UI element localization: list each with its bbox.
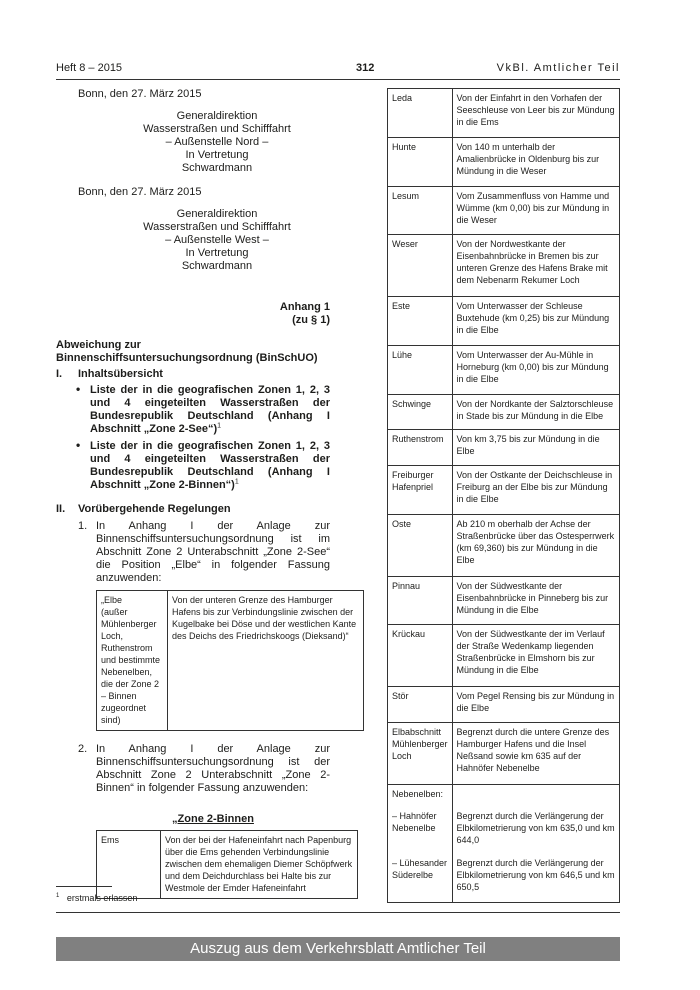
bullet-icon: •: [76, 438, 81, 452]
issue-label: Heft 8 – 2015: [56, 62, 123, 74]
table-row: [388, 723, 620, 785]
footnote: [56, 893, 137, 903]
table-row: [388, 345, 620, 394]
waterway-name: Este: [388, 297, 453, 346]
paragraph-number: 2.: [78, 743, 88, 755]
table-row: [388, 784, 620, 806]
bottom-rule: [56, 912, 620, 913]
sig-line: Wasserstraßen und Schifffahrt: [143, 221, 291, 233]
sig-line: Schwardmann: [181, 162, 253, 174]
waterway-name: Hunte: [388, 137, 453, 186]
deviation-title-line: Abweichung zur: [56, 339, 141, 351]
table-row: [388, 235, 620, 297]
waterway-name: Pinnau: [388, 576, 453, 625]
empty-cell: [452, 784, 619, 806]
table-cell-name: „Elbe (außer Mühlenberger Loch, Ruthenstrom und bestimmte Nebenelben, die der Zone 2 – Binnen zugeordnet sind): [97, 591, 168, 731]
table-row: [388, 430, 620, 466]
footnote-text: erstmals erlassen: [66, 893, 138, 903]
waterway-desc: Von der Nordwestkante der Eisenbahnbrücke in Bremen bis zur unteren Grenze des Hafens Brake mit dem Nebenarm Rekumer Loch: [452, 235, 619, 297]
waterways-table: [387, 88, 620, 903]
footnote-ref: 1: [234, 478, 239, 486]
signature-lines: [104, 110, 330, 175]
table-row: [388, 89, 620, 138]
waterway-name: Ruthenstrom: [388, 430, 453, 466]
ems-table: [96, 830, 358, 899]
paragraph-number: 1.: [78, 520, 88, 532]
paragraph-text: In Anhang I der Anlage zur Binnenschiffsuntersuchungsordnung ist im Abschnitt Zone 2 Unterabschnitt „Zone 2-See“ die Position „Elbe“ in folgender Fassung anzuwenden:: [96, 520, 330, 584]
signature-block-nord: [56, 88, 330, 175]
zone-title: „Zone 2-Binnen: [172, 813, 254, 825]
waterway-desc: Von der Südwestkante der im Verlauf der Straße Wedenkamp liegenden Straßenbrücke in Elmshorn bis zur Mündung in die Elbe: [452, 625, 619, 687]
waterway-desc: Vom Pegel Rensing bis zur Mündung in die Elbe: [452, 687, 619, 723]
footnote-rule: [56, 886, 112, 887]
waterway-desc: Vom Zusammenfluss von Hamme und Wümme (km 0,00) bis zur Mündung in die Weser: [452, 186, 619, 235]
table-row: [388, 687, 620, 723]
waterway-desc: Von der Südwestkante der Eisenbahnbrücke in Pinneberg bis zur Mündung in die Elbe: [452, 576, 619, 625]
table-row: [388, 854, 620, 902]
section-number: II.: [56, 503, 66, 515]
footnote-number: 1: [56, 893, 60, 899]
sig-line: Generaldirektion: [176, 208, 258, 220]
sig-line: In Vertretung: [185, 247, 249, 259]
table-row: [388, 297, 620, 346]
section-title: Inhaltsübersicht: [78, 368, 163, 380]
elbe-table: [96, 590, 364, 731]
deviation-title: [56, 339, 330, 365]
table-row: [388, 625, 620, 687]
publication-label: VkBl. Amtlicher Teil: [496, 62, 620, 74]
section-title: Vorübergehende Regelungen: [78, 503, 231, 515]
sig-line: Wasserstraßen und Schifffahrt: [143, 123, 291, 135]
table-row: [388, 576, 620, 625]
waterway-name: Weser: [388, 235, 453, 297]
signature-lines: [104, 208, 330, 273]
waterway-name: Freiburger Hafenpriel: [388, 466, 453, 515]
waterway-name: Schwinge: [388, 394, 453, 430]
table-row: [388, 394, 620, 430]
table-row: [388, 514, 620, 576]
footnote-ref: 1: [217, 422, 222, 430]
sig-line: – Außenstelle West –: [165, 234, 269, 246]
signature-block-west: [56, 186, 330, 273]
waterway-desc: Von 140 m unterhalb der Amalienbrücke in Oldenburg bis zur Mündung in die Weser: [452, 137, 619, 186]
table-row: [388, 807, 620, 855]
waterway-desc: Vom Unterwasser der Schleuse Buxtehude (km 0,25) bis zur Mündung in die Elbe: [452, 297, 619, 346]
paragraph-2: [56, 743, 330, 795]
annex-ref: (zu § 1): [292, 314, 330, 326]
annex-title: Anhang 1: [279, 301, 330, 313]
annex-heading: [56, 301, 330, 327]
waterway-desc: Von der Einfahrt in den Vorhafen der Seeschleuse von Leer bis zur Mündung in die Ems: [452, 89, 619, 138]
waterway-name: Stör: [388, 687, 453, 723]
nebenelben-label: Nebenelben:: [388, 784, 453, 806]
section-heading-1: [56, 368, 330, 381]
section-heading-2: [56, 503, 330, 516]
waterway-name: – Hahnöfer Nebenelbe: [388, 807, 453, 855]
table-row: [388, 137, 620, 186]
waterway-name: Lesum: [388, 186, 453, 235]
section-number: I.: [56, 368, 63, 380]
list-item: • Liste der in die geografischen Zonen 1, 2, 3 und 4 eingeteilten Wasserstraßen der Bundesrepublik Deutschland (Anhang I Abschnitt „Zone 2-Binnen“)$^1$: [76, 438, 330, 491]
place-date: Bonn, den 27. März 2015: [78, 88, 202, 100]
header-rule: [56, 79, 620, 80]
left-column: [56, 88, 357, 899]
waterway-desc: Von der Ostkante der Deichschleuse in Freiburg an der Elbe bis zur Mündung in die Elbe: [452, 466, 619, 515]
waterway-desc: Von km 3,75 bis zur Mündung in die Elbe: [452, 430, 619, 466]
contents-list: [56, 384, 330, 492]
bullet-icon: •: [76, 382, 81, 396]
deviation-title-line: Binnenschiffsuntersuchungsordnung (BinSchUO): [56, 352, 318, 364]
sig-line: – Außenstelle Nord –: [165, 136, 269, 148]
list-item: • Liste der in die geografischen Zonen 1, 2, 3 und 4 eingeteilten Wasserstraßen der Bundesrepublik Deutschland (Anhang I Abschnitt „Zone 2-See“)$^1$: [76, 382, 330, 435]
waterway-desc: Begrenzt durch die untere Grenze des Hamburger Hafens und die Insel Neßsand sowie km 635 auf der Hahnöfer Nebenelbe: [452, 723, 619, 785]
waterway-name: Elbabschnitt Mühlenberger Loch: [388, 723, 453, 785]
waterway-name: Lühe: [388, 345, 453, 394]
waterway-name: – Lühesander Süderelbe: [388, 854, 453, 902]
waterway-desc: Begrenzt durch die Verlängerung der Elbkilometrierung von km 646,5 und km 650,5: [452, 854, 619, 902]
sig-line: Schwardmann: [181, 260, 253, 272]
paragraph-text: In Anhang I der Anlage zur Binnenschiffsuntersuchungsordnung ist der Abschnitt Zone 2 Unterabschnitt „Zone 2-Binnen“ in folgender Fassung anzuwenden:: [96, 743, 330, 794]
waterway-name: Oste: [388, 514, 453, 576]
waterway-name: Krückau: [388, 625, 453, 687]
waterway-desc: Vom Unterwasser der Au-Mühle in Horneburg (km 0,00) bis zur Mündung in die Elbe: [452, 345, 619, 394]
table-row: [388, 186, 620, 235]
table-row: [97, 831, 358, 899]
page-footer: Auszug aus dem Verkehrsblatt Amtlicher Teil: [56, 937, 620, 961]
sig-line: Generaldirektion: [176, 110, 258, 122]
table-cell-desc: Von der bei der Hafeneinfahrt nach Papenburg über die Ems gehenden Verbindungslinie zwischen dem ehemaligen Diemer Schöpfwerk und dem Deichdurchlass bei Halte bis zur Westmole der Emder Hafeneinfahrt: [161, 831, 358, 899]
waterway-desc: Von der Nordkante der Salztorschleuse in Stade bis zur Mündung in die Elbe: [452, 394, 619, 430]
table-cell-name: Ems: [97, 831, 161, 899]
table-row: [97, 591, 364, 731]
place-date: Bonn, den 27. März 2015: [78, 186, 202, 198]
page-number: 312: [356, 62, 375, 74]
sig-line: In Vertretung: [185, 149, 249, 161]
page-header: [56, 62, 620, 78]
table-cell-desc: Von der unteren Grenze des Hamburger Hafens bis zur Verbindungslinie zwischen der Kugelbake bei Döse und der westlichen Kante des Deichs des Friedrichskoogs (Dieksand)“: [168, 591, 364, 731]
waterway-desc: Begrenzt durch die Verlängerung der Elbkilometrierung von km 635,0 und km 644,0: [452, 807, 619, 855]
waterway-name: Leda: [388, 89, 453, 138]
table-row: [388, 466, 620, 515]
paragraph-1: [56, 520, 330, 585]
waterway-desc: Ab 210 m oberhalb der Achse der Straßenbrücke über das Ostesperrwerk (km 69,360) bis zur Mündung in die Elbe: [452, 514, 619, 576]
